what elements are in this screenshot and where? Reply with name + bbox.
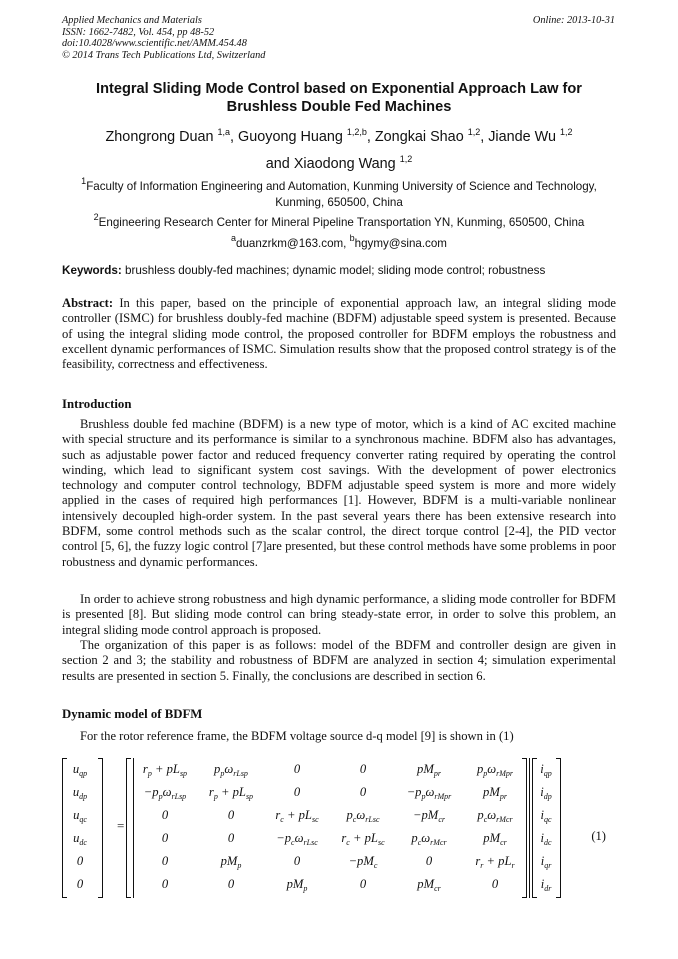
matrix-entry: $-p_c\omega_{rLsc}$	[276, 831, 318, 847]
email[interactable]: duanzrkm@163.com,	[236, 237, 347, 250]
abstract-label: Abstract:	[62, 296, 114, 310]
matrix-entry: $-pM_{cr}$	[413, 808, 445, 824]
matrix-entry: $r_p + pL_{sp}$	[208, 785, 254, 801]
coefficient-matrix	[132, 758, 524, 898]
matrix-entry: 0	[227, 808, 235, 822]
matrix-entry: 0	[425, 854, 433, 868]
matrix-entry: $p_c\omega_{rMcr}$	[477, 808, 513, 824]
intro-paragraph-1: Brushless double fed machine (BDFM) is a new type of motor, which is a kind of AC excited machine with special structure and its performance is similar to a synchronous machine. BDFM also has advantages, such as adjustable power factor and reduced frequency converter rating required by operating the control winding, which lead to significant system cost savings. With the development of power electronics technology and computer control technology, BDFM adjustable speed system is more and more widely applied in the cases of required high performances [1]. However, BDFM is a multi-variable nonlinear intensively decoupled high-order system. In the past several years there has been extensive research into BDFM, some control methods such as the scalar control, the direct torque control [2-4], the PID vector control [5, 6], the fuzzy logic control [7]are presented, but these control methods have some problems in poor robustness and dynamic performances.	[62, 417, 616, 569]
rhs-right-bracket	[556, 758, 561, 898]
affiliation-text: Faculty of Information Engineering and Automation, Kunming University of Science and Technology, Kunming, 650500, China	[86, 180, 597, 209]
affiliation-2	[62, 209, 616, 231]
abstract-text: In this paper, based on the principle of exponential approach law, an integral sliding mode controller (ISMC) for brushless doubly-fed machine (BDFM) adjustable speed system is presented. Because of using the integral sliding mode control, the proposed controller for BDFM employs the robustness and excellent dynamic performances of ISMC. Simulation results show that the proposed control strategy is of the feasibility, correctness and effectiveness.	[62, 296, 617, 372]
matrix-entry: 0	[227, 831, 235, 845]
author-sup: 1,2	[559, 127, 573, 137]
matrix-entry: 0	[293, 854, 301, 868]
affiliation-sup: 2	[93, 212, 99, 222]
author-sup: 1,a	[217, 127, 231, 137]
rhs-entry: $i_{qr}$	[540, 854, 552, 870]
online-date: Online: 2013-10-31	[532, 15, 615, 26]
matrix-entry: $-pM_c$	[348, 854, 378, 870]
copyright: © 2014 Trans Tech Publications Ltd, Switzerland	[62, 49, 266, 61]
affiliation-1	[62, 173, 616, 211]
lhs-entry: 0	[76, 877, 84, 891]
email-line	[62, 230, 616, 252]
lhs-entry: $u_{dp}$	[72, 785, 88, 801]
matrix-entry: 0	[227, 877, 235, 891]
rhs-entry: $i_{dr}$	[540, 877, 552, 893]
matrix-entry: $r_r + pL_r$	[475, 854, 515, 870]
equation-number: (1)	[591, 829, 606, 843]
matrix-entry: $-p_p\omega_{rLsp}$	[143, 785, 187, 801]
issn: ISSN: 1662-7482, Vol. 454, pp 48-52	[62, 26, 215, 38]
keywords-label: Keywords:	[62, 264, 122, 277]
keywords	[62, 264, 616, 277]
matrix-entry: $p_p\omega_{rLsp}$	[214, 762, 248, 778]
email[interactable]: hgymy@sina.com	[354, 237, 447, 250]
matrix-entry: $pM_{cr}$	[483, 831, 507, 847]
lhs-entry: $u_{dc}$	[73, 831, 87, 847]
section-heading-introduction: Introduction	[62, 397, 132, 411]
intro-paragraph-3: The organization of this paper is as follows: model of the BDFM and controller design are given in section 2 and 3; the stability and robustness of BDFM are analyzed in section 4; simulation experimental results are presented in section 5. Finally, the conclusions are described in section 6.	[62, 638, 616, 683]
matrix-entry: 0	[359, 785, 367, 799]
affiliation-sup: 1	[81, 176, 87, 186]
lhs-left-bracket	[62, 758, 67, 898]
keywords-text: brushless doubly-fed machines; dynamic model; sliding mode control; robustness	[125, 264, 546, 277]
paper-title: Integral Sliding Mode Control based on Exponential Approach Law for Brushless Double Fed Machines	[96, 81, 582, 115]
journal-header	[62, 15, 265, 61]
doi: doi:10.4028/www.scientific.net/AMM.454.48	[62, 38, 247, 50]
abstract	[62, 296, 616, 372]
email-sup: a	[231, 233, 237, 243]
matrix-entry: 0	[293, 762, 301, 776]
author-list: Zhongrong Duan $^{1,a}$, Guoyong Huang $^{1,2,b}$, Zongkai Shao $^{1,2}$, Jiande Wu $^{1,2}$ and Xiaodong Wang $^{1,2}$	[105, 127, 573, 172]
matrix-entry: $pM_p$	[286, 877, 308, 893]
intro-paragraph-2: In order to achieve strong robustness and high dynamic performance, a sliding mode controller for BDFM is presented [8]. But sliding mode control can bring steady-state error, in order to solve this problem, an integral sliding mode control approach is proposed.	[62, 592, 616, 637]
lhs-right-bracket	[98, 758, 103, 898]
matrix-entry: $r_p + pL_{sp}$	[142, 762, 188, 778]
matrix-entry: 0	[359, 877, 367, 891]
matrix-entry: $p_c\omega_{rLsc}$	[346, 808, 380, 824]
equals-sign: =	[117, 818, 125, 833]
author: Guoyong Huang	[238, 129, 343, 145]
author: Zongkai Shao	[374, 129, 464, 145]
matrix-entry: $-p_p\omega_{rMpr}$	[406, 785, 452, 801]
affiliation-text: Engineering Research Center for Mineral Pipeline Transportation YN, Kunming, 650500, China	[98, 216, 585, 229]
author: Jiande Wu	[488, 129, 556, 145]
rhs-entry: $i_{dp}$	[540, 785, 552, 801]
matrix-entry: 0	[491, 877, 499, 891]
matrix-entry: 0	[293, 785, 301, 799]
matrix-entry: $r_c + pL_{sc}$	[275, 808, 319, 824]
matrix-entry: 0	[161, 808, 169, 822]
matrix-right-bracket	[522, 758, 527, 898]
matrix-entry: $pM_{pr}$	[417, 762, 441, 778]
lhs-entry: 0	[76, 854, 84, 868]
email-sup: b	[349, 233, 355, 243]
rhs-entry: $i_{qc}$	[540, 808, 552, 824]
matrix-entry: $p_c\omega_{rMcr}$	[411, 831, 447, 847]
matrix-entry: 0	[359, 762, 367, 776]
journal-name: Applied Mechanics and Materials	[62, 15, 202, 26]
rhs-entry: $i_{qp}$	[540, 762, 552, 778]
matrix-left-bracket	[126, 758, 131, 898]
author: Zhongrong Duan	[105, 129, 214, 145]
matrix-entry: $pM_{pr}$	[483, 785, 507, 801]
matrix-entry: 0	[161, 854, 169, 868]
author-sup: 1,2,b	[346, 127, 367, 137]
lhs-entry: $u_{qp}$	[72, 762, 88, 778]
matrix-entry: $pM_p$	[220, 854, 242, 870]
matrix-entry: 0	[161, 831, 169, 845]
matrix-entry: 0	[161, 877, 169, 891]
author: Xiaodong Wang	[293, 156, 396, 172]
matrix-equation	[62, 758, 616, 898]
matrix-entry: $pM_{cr}$	[417, 877, 441, 893]
author-sup: 1,2	[399, 154, 413, 164]
author-sup: 1,2	[467, 127, 481, 137]
section-heading-dynamic-model: Dynamic model of BDFM	[62, 707, 203, 721]
lhs-entry: $u_{qc}$	[73, 808, 87, 824]
rhs-entry: $i_{dc}$	[540, 831, 552, 847]
matrix-entry: $p_p\omega_{rMpr}$	[476, 762, 514, 778]
matrix-entry: $r_c + pL_{sc}$	[341, 831, 385, 847]
dynamic-model-paragraph: For the rotor reference frame, the BDFM voltage source d-q model [9] is shown in (1)	[80, 729, 514, 743]
